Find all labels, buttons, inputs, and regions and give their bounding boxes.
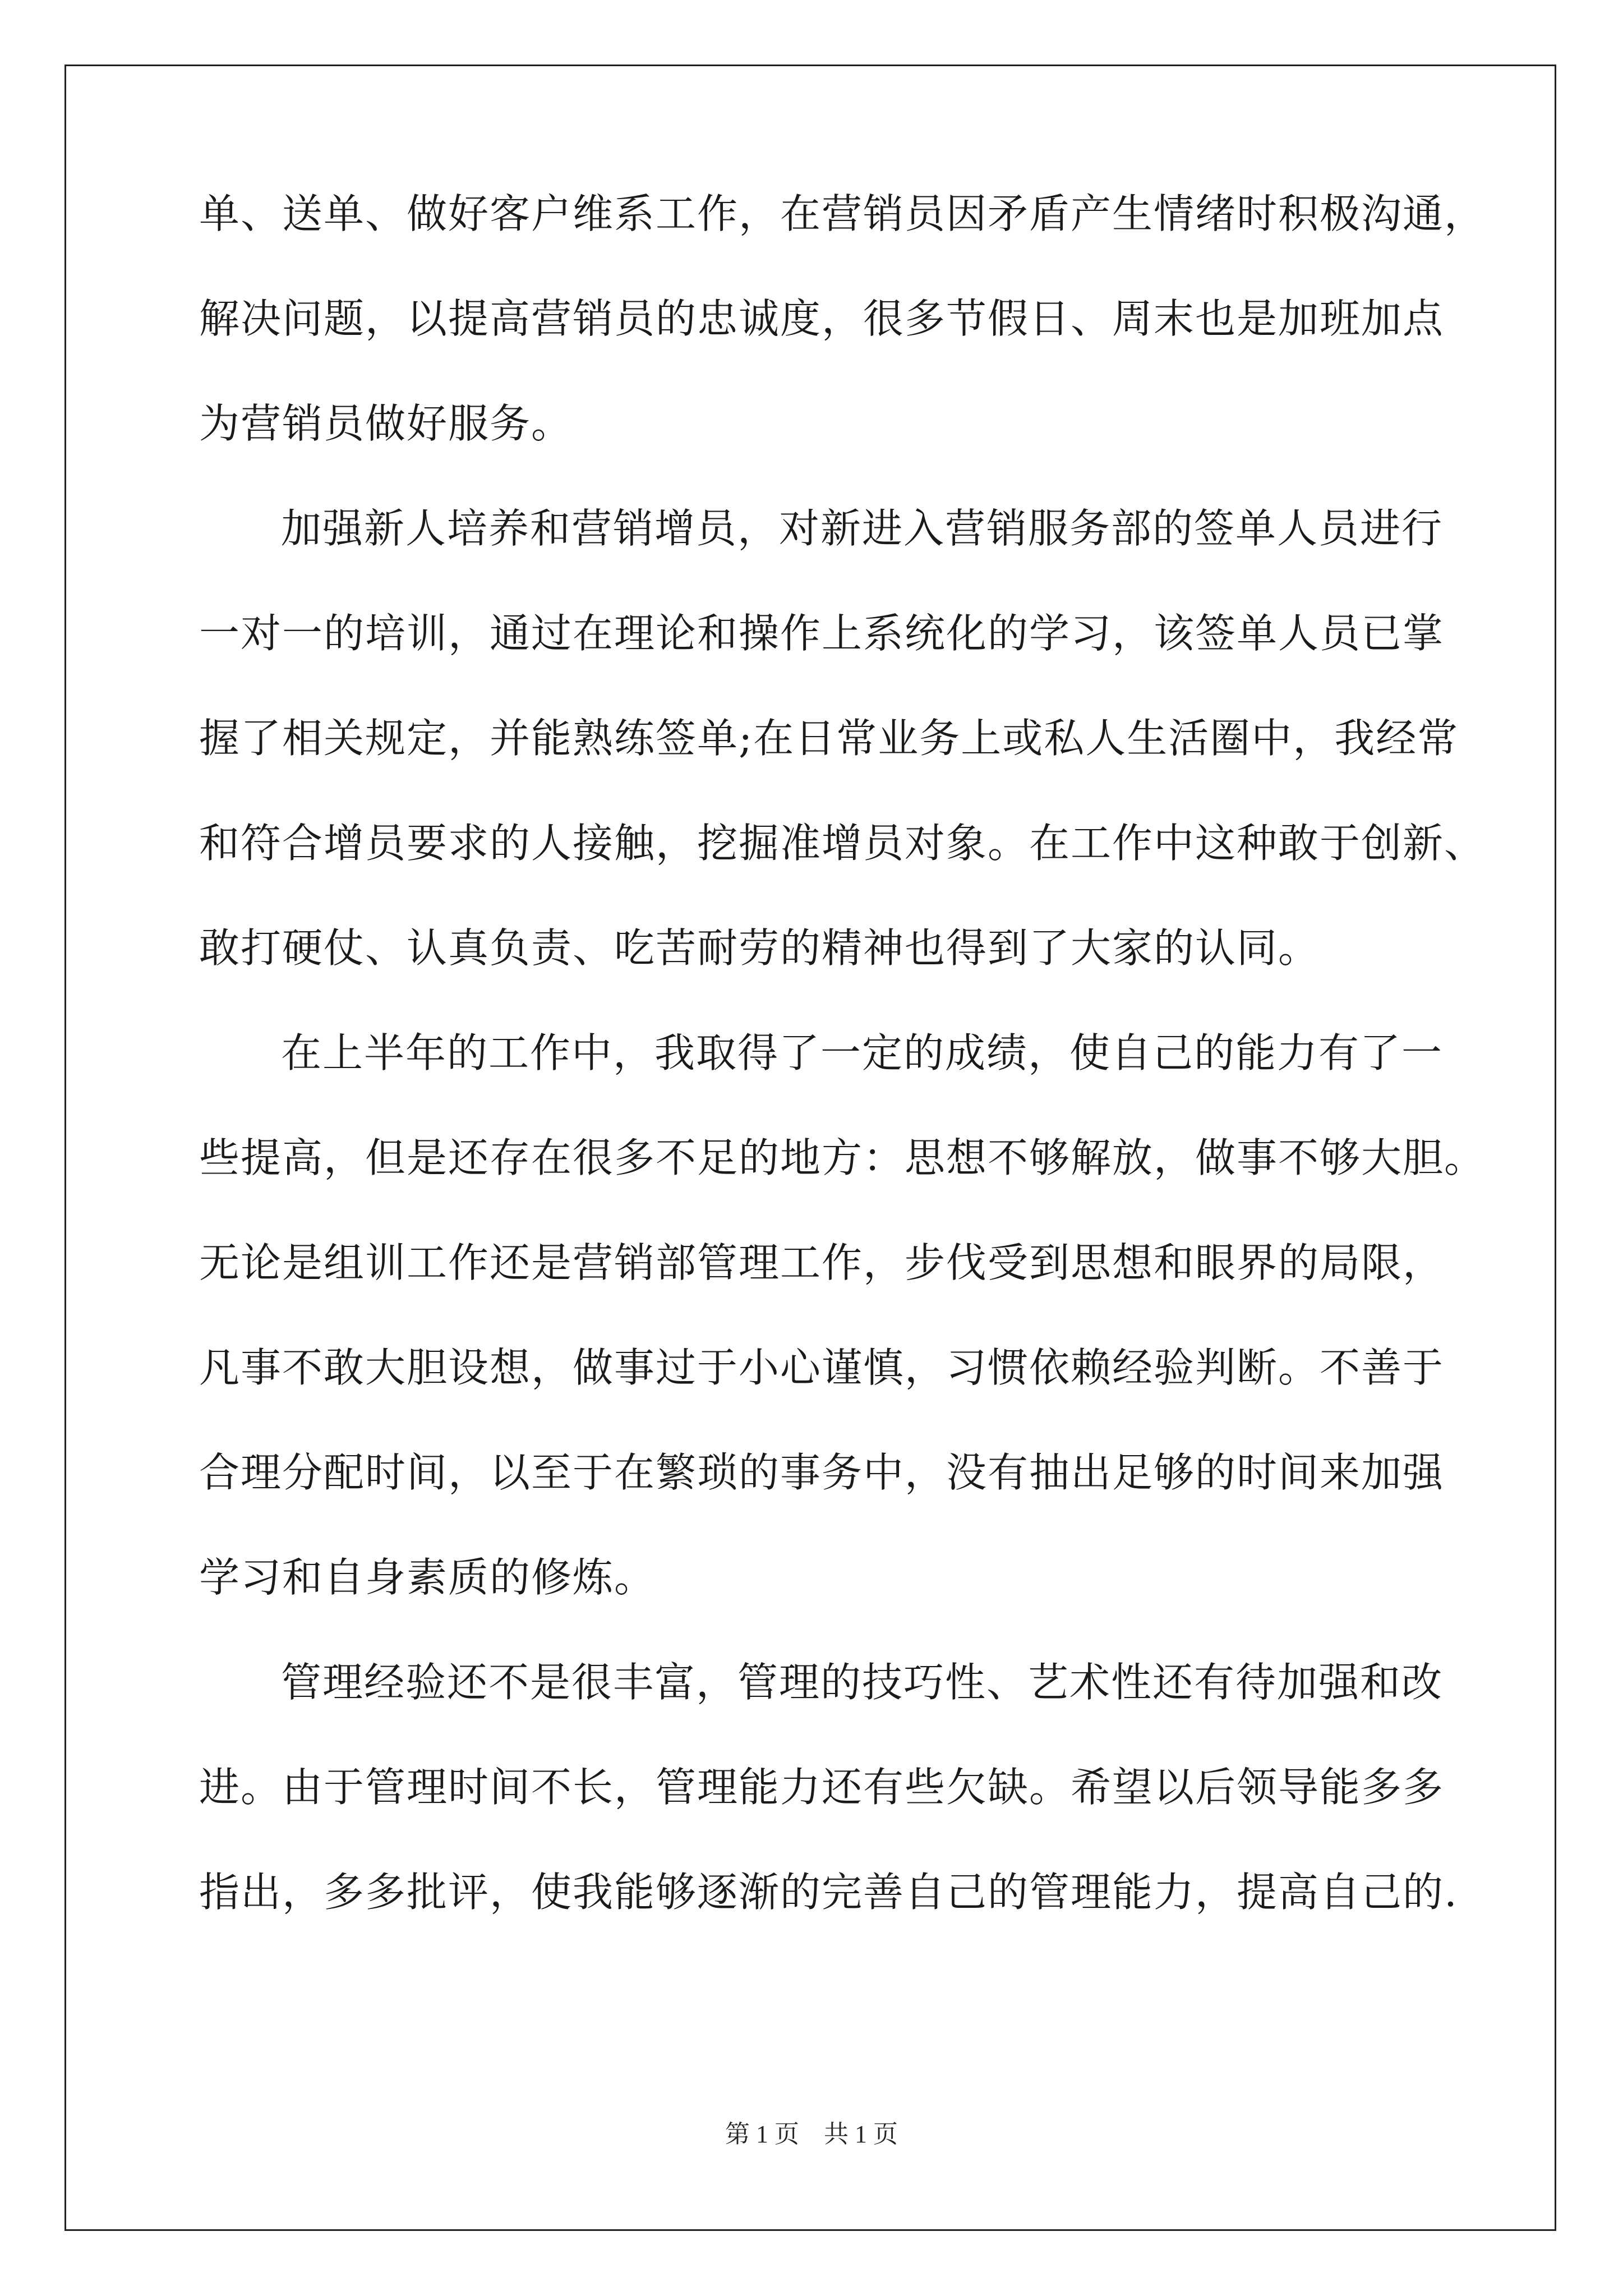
text-line: 和符合增员要求的人接触，挖掘准增员对象。在工作中这种敢于创新、 [199, 820, 1486, 867]
text-line: 指出，多多批评，使我能够逐渐的完善自己的管理能力，提高自己的. [199, 1869, 1458, 1916]
page-number: 第 1 页 [725, 2120, 799, 2148]
text-line: 单、送单、做好客户维系工作，在营销员因矛盾产生情绪时积极沟通， [199, 190, 1486, 237]
text-line: 解决问题，以提高营销员的忠诚度，很多节假日、周末也是加班加点 [199, 295, 1445, 342]
text-line: 合理分配时间，以至于在繁琐的事务中，没有抽出足够的时间来加强 [199, 1449, 1445, 1496]
paragraph-4 [199, 1659, 1458, 1977]
text-line: 进。由于管理时间不长，管理能力还有些欠缺。希望以后领导能多多 [199, 1764, 1445, 1811]
document-body [199, 190, 1486, 1977]
text-line: 加强新人培养和营销增员，对新进入营销服务部的签单人员进行 [281, 505, 1444, 552]
text-line: 在上半年的工作中，我取得了一定的成绩，使自己的能力有了一 [281, 1029, 1444, 1076]
footer-spacer [799, 2120, 824, 2148]
text-line: 为营销员做好服务。 [199, 400, 573, 447]
page-footer [0, 2120, 1623, 2148]
text-line: 管理经验还不是很丰富，管理的技巧性、艺术性还有待加强和改 [281, 1659, 1444, 1706]
paragraph-1 [199, 190, 1486, 508]
page-total: 共 1 页 [824, 2120, 898, 2148]
text-line: 敢打硬仗、认真负责、吃苦耐劳的精神也得到了大家的认同。 [199, 924, 1320, 972]
paragraph-3 [199, 1029, 1486, 1662]
text-line: 一对一的培训，通过在理论和操作上系统化的学习，该签单人员已掌 [199, 610, 1445, 657]
text-line: 握了相关规定，并能熟练签单;在日常业务上或私人生活圈中，我经常 [199, 715, 1459, 762]
text-line: 凡事不敢大胆设想，做事过于小心谨慎，习惯依赖经验判断。不善于 [199, 1344, 1445, 1391]
text-line: 无论是组训工作还是营销部管理工作，步伐受到思想和眼界的局限， [199, 1239, 1445, 1286]
text-line: 些提高，但是还存在很多不足的地方：思想不够解放，做事不够大胆。 [199, 1134, 1486, 1181]
text-line: 学习和自身素质的修炼。 [199, 1554, 656, 1601]
paragraph-2 [199, 505, 1486, 1033]
